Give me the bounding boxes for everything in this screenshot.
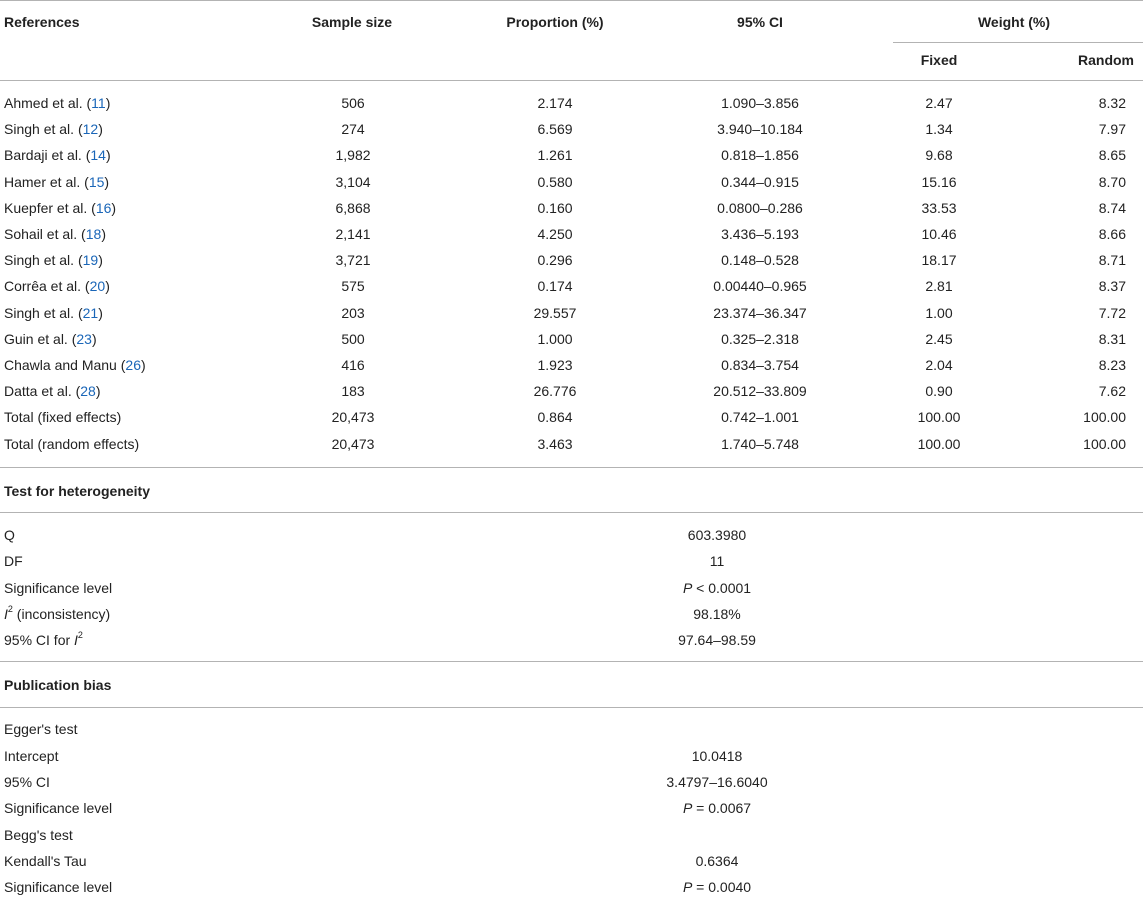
header-bottom-rule	[0, 80, 1143, 81]
proportion-cell: 1.000	[537, 331, 573, 347]
weight-random-cell: 8.32	[1098, 95, 1126, 111]
weight-fixed-cell: 10.46	[921, 226, 957, 242]
sample-size-cell: 575	[341, 278, 365, 294]
table-row	[0, 601, 1143, 627]
reference-cell: Singh et al. (21)	[4, 305, 103, 321]
reference-cell: Chawla and Manu (26)	[4, 357, 146, 373]
reference-cell: Bardaji et al. (14)	[4, 147, 111, 163]
stat-label: Significance level	[4, 580, 113, 596]
stat-label: Begg's test	[4, 827, 73, 843]
table-row	[0, 142, 1143, 168]
table-row	[0, 522, 1143, 548]
stat-value: 11	[709, 553, 725, 569]
proportion-cell: 0.174	[537, 278, 573, 294]
table-row	[0, 627, 1143, 653]
sample-size-cell: 2,141	[335, 226, 371, 242]
ci-cell: 23.374–36.347	[713, 305, 807, 321]
header-ci: 95% CI	[737, 14, 783, 30]
weight-group-rule	[893, 42, 1143, 43]
reference-cell: Hamer et al. (15)	[4, 174, 110, 190]
reference-cell: Guin et al. (23)	[4, 331, 97, 347]
ci-cell: 0.0800–0.286	[717, 200, 803, 216]
table-row	[0, 90, 1143, 116]
weight-random-cell: 8.70	[1098, 174, 1126, 190]
proportion-cell: 3.463	[537, 436, 573, 452]
weight-random-cell: 8.31	[1098, 331, 1126, 347]
reference-cell: Total (fixed effects)	[4, 409, 122, 425]
weight-random-cell: 7.72	[1098, 305, 1126, 321]
sample-size-cell: 500	[341, 331, 365, 347]
table-row	[0, 273, 1143, 299]
table-row	[0, 795, 1143, 821]
stat-label: 95% CI for $I^2$	[4, 630, 83, 648]
table-row	[0, 848, 1143, 874]
table-row	[0, 874, 1143, 900]
citation-link[interactable]: 18	[85, 226, 102, 242]
citation-link[interactable]: 14	[90, 147, 106, 163]
ci-cell: 1.090–3.856	[721, 95, 799, 111]
table-row	[0, 169, 1143, 195]
table-row	[0, 743, 1143, 769]
proportion-cell: 1.923	[537, 357, 573, 373]
table-row	[0, 116, 1143, 142]
weight-random-cell: 8.66	[1098, 226, 1126, 242]
heterogeneity-title: Test for heterogeneity	[4, 483, 150, 499]
header-fixed: Fixed	[920, 52, 958, 68]
header-weight: Weight (%)	[977, 14, 1051, 30]
stat-value: 603.3980	[687, 527, 747, 543]
weight-fixed-cell: 2.45	[925, 331, 953, 347]
header-sample-size: Sample size	[311, 14, 393, 30]
proportion-cell: 0.160	[537, 200, 573, 216]
stat-label: Q	[4, 527, 15, 543]
total-row	[0, 431, 1143, 457]
section-rule	[0, 512, 1143, 513]
table-row	[0, 352, 1143, 378]
sample-size-cell: 274	[341, 121, 365, 137]
stat-value: P < 0.0001	[682, 580, 752, 596]
weight-random-cell: 7.97	[1098, 121, 1126, 137]
stat-value: 3.4797–16.6040	[666, 774, 768, 790]
table-row	[0, 548, 1143, 574]
table-row	[0, 326, 1143, 352]
weight-fixed-cell: 15.16	[921, 174, 957, 190]
sample-size-cell: 3,721	[335, 252, 371, 268]
ci-cell: 0.325–2.318	[721, 331, 799, 347]
reference-cell: Total (random effects)	[4, 436, 140, 452]
reference-cell: Singh et al. (12)	[4, 121, 103, 137]
ci-cell: 0.742–1.001	[721, 409, 799, 425]
stat-value: 0.6364	[695, 853, 739, 869]
weight-fixed-cell: 100.00	[917, 436, 961, 452]
stat-value: 97.64–98.59	[678, 632, 756, 648]
ci-cell: 0.818–1.856	[721, 147, 799, 163]
section-rule	[0, 661, 1143, 662]
weight-random-cell: 7.62	[1098, 383, 1126, 399]
weight-fixed-cell: 1.34	[925, 121, 953, 137]
weight-fixed-cell: 2.04	[925, 357, 953, 373]
sample-size-cell: 3,104	[335, 174, 371, 190]
proportion-cell: 2.174	[537, 95, 573, 111]
proportion-cell: 0.296	[537, 252, 573, 268]
weight-random-cell: 100.00	[1083, 436, 1126, 452]
table-row	[0, 195, 1143, 221]
sample-size-cell: 6,868	[335, 200, 371, 216]
stat-label: 95% CI	[4, 774, 50, 790]
citation-link[interactable]: 23	[76, 331, 92, 347]
ci-cell: 0.00440–0.965	[713, 278, 807, 294]
citation-link[interactable]: 26	[125, 357, 141, 373]
reference-cell: Sohail et al. (18)	[4, 226, 106, 242]
stat-label: Significance level	[4, 879, 113, 895]
proportion-cell: 0.580	[537, 174, 573, 190]
citation-link[interactable]: 11	[91, 95, 106, 111]
table-row	[0, 822, 1143, 848]
table-header	[0, 0, 1143, 47]
weight-random-cell: 8.71	[1098, 252, 1126, 268]
stat-label: Significance level	[4, 800, 113, 816]
weight-fixed-cell: 2.47	[925, 95, 953, 111]
total-row	[0, 404, 1143, 430]
sample-size-cell: 416	[341, 357, 365, 373]
citation-link[interactable]: 21	[82, 305, 99, 321]
ci-cell: 1.740–5.748	[721, 436, 799, 452]
reference-cell: Singh et al. (19)	[4, 252, 103, 268]
table-row	[0, 378, 1143, 404]
stat-value: 98.18%	[693, 606, 741, 622]
proportion-cell: 0.864	[537, 409, 573, 425]
weight-fixed-cell: 100.00	[917, 409, 961, 425]
sample-size-cell: 183	[341, 383, 365, 399]
sample-size-cell: 203	[341, 305, 365, 321]
proportion-cell: 29.557	[533, 305, 577, 321]
proportion-cell: 26.776	[533, 383, 577, 399]
ci-cell: 0.148–0.528	[721, 252, 799, 268]
table-row	[0, 300, 1143, 326]
stat-label: Egger's test	[4, 721, 78, 737]
reference-cell: Ahmed et al. (11)	[4, 95, 111, 111]
table-row	[0, 247, 1143, 273]
table-row	[0, 716, 1143, 742]
citation-link[interactable]: 16	[95, 200, 112, 216]
stat-value: P = 0.0040	[682, 879, 752, 895]
ci-cell: 0.344–0.915	[721, 174, 799, 190]
weight-fixed-cell: 33.53	[921, 200, 957, 216]
stat-label: Intercept	[4, 748, 59, 764]
table-subheader	[0, 47, 1143, 81]
weight-fixed-cell: 9.68	[925, 147, 953, 163]
table-row	[0, 769, 1143, 795]
ci-cell: 3.436–5.193	[721, 226, 799, 242]
weight-random-cell: 100.00	[1083, 409, 1126, 425]
stat-value: 10.0418	[691, 748, 743, 764]
weight-random-cell: 8.65	[1098, 147, 1126, 163]
header-random: Random	[1078, 52, 1134, 68]
citation-link[interactable]: 28	[80, 383, 96, 399]
sample-size-cell: 506	[341, 95, 365, 111]
proportion-cell: 4.250	[537, 226, 573, 242]
ci-cell: 3.940–10.184	[717, 121, 803, 137]
ci-cell: 20.512–33.809	[713, 383, 807, 399]
citation-link[interactable]: 12	[82, 121, 99, 137]
stat-value: P = 0.0067	[682, 800, 752, 816]
stat-label: Kendall's Tau	[4, 853, 87, 869]
sample-size-cell: 20,473	[331, 409, 375, 425]
ci-cell: 0.834–3.754	[721, 357, 799, 373]
section-rule	[0, 707, 1143, 708]
stat-label: DF	[4, 553, 23, 569]
citation-link[interactable]: 15	[88, 174, 105, 190]
weight-random-cell: 8.37	[1098, 278, 1126, 294]
header-references: References	[4, 14, 80, 30]
reference-cell: Kuepfer et al. (16)	[4, 200, 117, 216]
publication-bias-title: Publication bias	[4, 677, 112, 693]
weight-fixed-cell: 18.17	[921, 252, 957, 268]
table-row	[0, 575, 1143, 601]
section-rule	[0, 467, 1143, 468]
weight-random-cell: 8.23	[1098, 357, 1126, 373]
proportion-cell: 6.569	[537, 121, 573, 137]
reference-cell: Corrêa et al. (20)	[4, 278, 110, 294]
reference-cell: Datta et al. (28)	[4, 383, 101, 399]
sample-size-cell: 1,982	[335, 147, 371, 163]
weight-fixed-cell: 2.81	[925, 278, 953, 294]
header-proportion: Proportion (%)	[506, 14, 604, 30]
weight-random-cell: 8.74	[1098, 200, 1126, 216]
citation-link[interactable]: 19	[82, 252, 99, 268]
stat-label: $I^2$ (inconsistency)	[4, 604, 111, 622]
weight-fixed-cell: 0.90	[925, 383, 953, 399]
citation-link[interactable]: 20	[89, 278, 106, 294]
sample-size-cell: 20,473	[331, 436, 375, 452]
proportion-cell: 1.261	[537, 147, 573, 163]
weight-fixed-cell: 1.00	[925, 305, 953, 321]
table-row	[0, 221, 1143, 247]
